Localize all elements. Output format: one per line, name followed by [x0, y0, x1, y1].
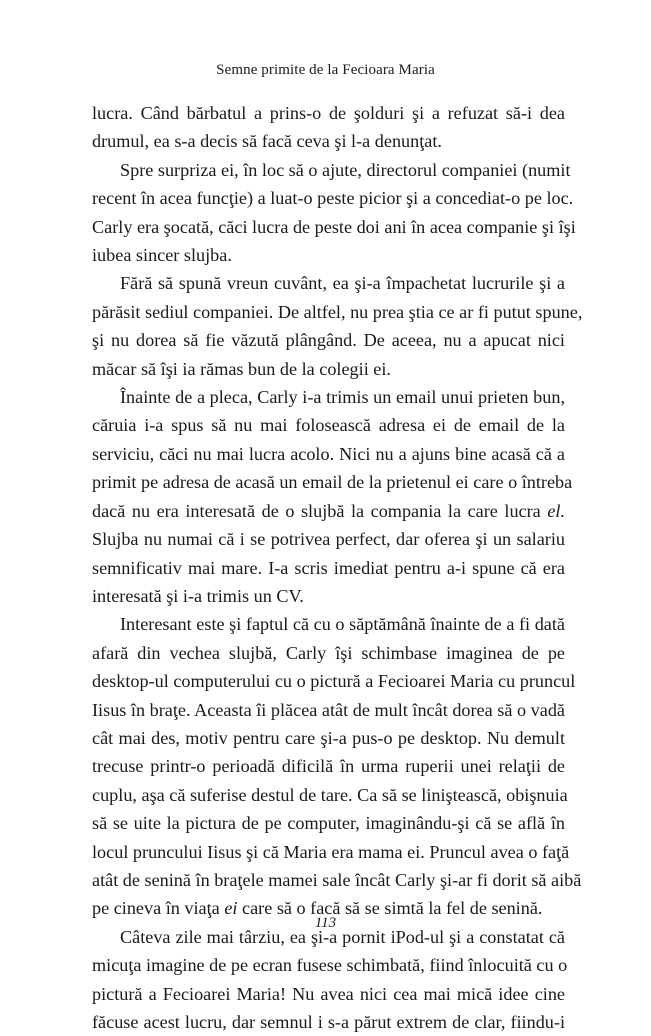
text-line: locul pruncului Iisus şi că Maria era mama ei. Pruncul avea o faţă	[92, 841, 570, 862]
page-number: 113	[314, 915, 337, 931]
text-line: părăsit sediul companiei. De altfel, nu prea ştia ce ar fi putut spune,	[92, 301, 583, 322]
text-line: serviciu, căci nu mai lucra acolo. Nici nu a ajuns bine acasă că a	[92, 443, 565, 464]
text-line: semnificativ mai mare. I-a scris imediat pentru a-i spune că era	[92, 557, 565, 578]
text-line: Carly era şocată, căci lucra de peste doi ani în acea companie şi îşi	[92, 216, 576, 237]
text-line: trecuse printr-o perioadă dificilă în urma ruperii unei relaţii de	[92, 756, 565, 777]
text-line: Înainte de a pleca, Carly i-a trimis un email unui prieten bun,	[120, 387, 565, 408]
text-line: micuţa imagine de pe ecran fusese schimbată, fiind înlocuită cu o	[92, 955, 568, 976]
text-line: cât mai des, motiv pentru care şi-a pus-o pe desktop. Nu demult	[92, 727, 565, 748]
text-line: Iisus în braţe. Aceasta îi plăcea atât de mult încât dorea să o vadă	[92, 699, 565, 720]
text-line: interesată şi i-a trimis un CV.	[92, 585, 304, 606]
body-text	[92, 99, 583, 1036]
text-line: şi nu dorea să fie văzută plângând. De aceea, nu a apucat nici	[92, 330, 565, 351]
text-line: cuplu, aşa că suferise destul de tare. Ca să se liniştească, obişnuia	[92, 784, 568, 805]
running-header: Semne primite de la Fecioara Maria	[216, 62, 435, 78]
text-line: afară din vechea slujbă, Carly îşi schimbase imaginea de pe	[92, 642, 565, 663]
text-line: Fără să spună vreun cuvânt, ea şi-a împachetat lucrurile şi a	[120, 273, 565, 294]
text-line: desktop-ul computerului cu o pictură a Fecioarei Maria cu pruncul	[92, 671, 576, 692]
text-line: drumul, ea s-a decis să facă ceva şi l-a denunţat.	[92, 131, 442, 152]
text-line: făcuse acest lucru, dar semnul i s-a părut extrem de clar, fiindu-i	[92, 1012, 565, 1032]
text-line: pictură a Fecioarei Maria! Nu avea nici cea mai mică idee cine	[92, 983, 565, 1004]
text-segment: care să o facă să se simtă la fel de senină.	[237, 898, 543, 919]
text-line: Spre surpriza ei, în loc să o ajute, directorul companiei (numit	[120, 159, 571, 180]
text-line: Câteva zile mai târziu, ea şi-a pornit iPod-ul şi a constatat că	[120, 926, 565, 947]
text-line: să se uite la pictura de pe computer, imaginându-şi că se află în	[92, 813, 565, 834]
text-line: Interesant este şi faptul că cu o săptămână înainte de a fi dată	[120, 614, 565, 635]
text-line: recent în acea funcţie) a luat-o peste picior şi a concediat-o pe loc.	[92, 188, 574, 209]
text-line: căruia i-a spus să nu mai folosească adresa ei de email de la	[92, 415, 565, 436]
text-line: lucra. Când bărbatul a prins-o de şolduri şi a refuzat să-i dea	[92, 103, 565, 123]
text-segment: dacă nu era interesată de o slujbă la compania la care lucra	[92, 500, 548, 521]
text-line: măcar să îşi ia rămas bun de la colegii ei.	[92, 358, 391, 379]
text-segment: pe cineva în viaţa	[92, 898, 225, 919]
text-line: Slujba nu numai că i se potrivea perfect, dar oferea şi un salariu	[92, 529, 565, 550]
text-line: iubea sincer slujba.	[92, 245, 232, 266]
text-line: primit pe adresa de acasă un email de la prietenul ei care o întreba	[92, 472, 573, 493]
text-line	[92, 497, 565, 525]
italic-word: el.	[547, 500, 565, 521]
text-line: atât de senină în braţele mamei sale încât Carly şi-ar fi dorit să aibă	[92, 869, 582, 890]
italic-word: ei	[224, 898, 238, 919]
